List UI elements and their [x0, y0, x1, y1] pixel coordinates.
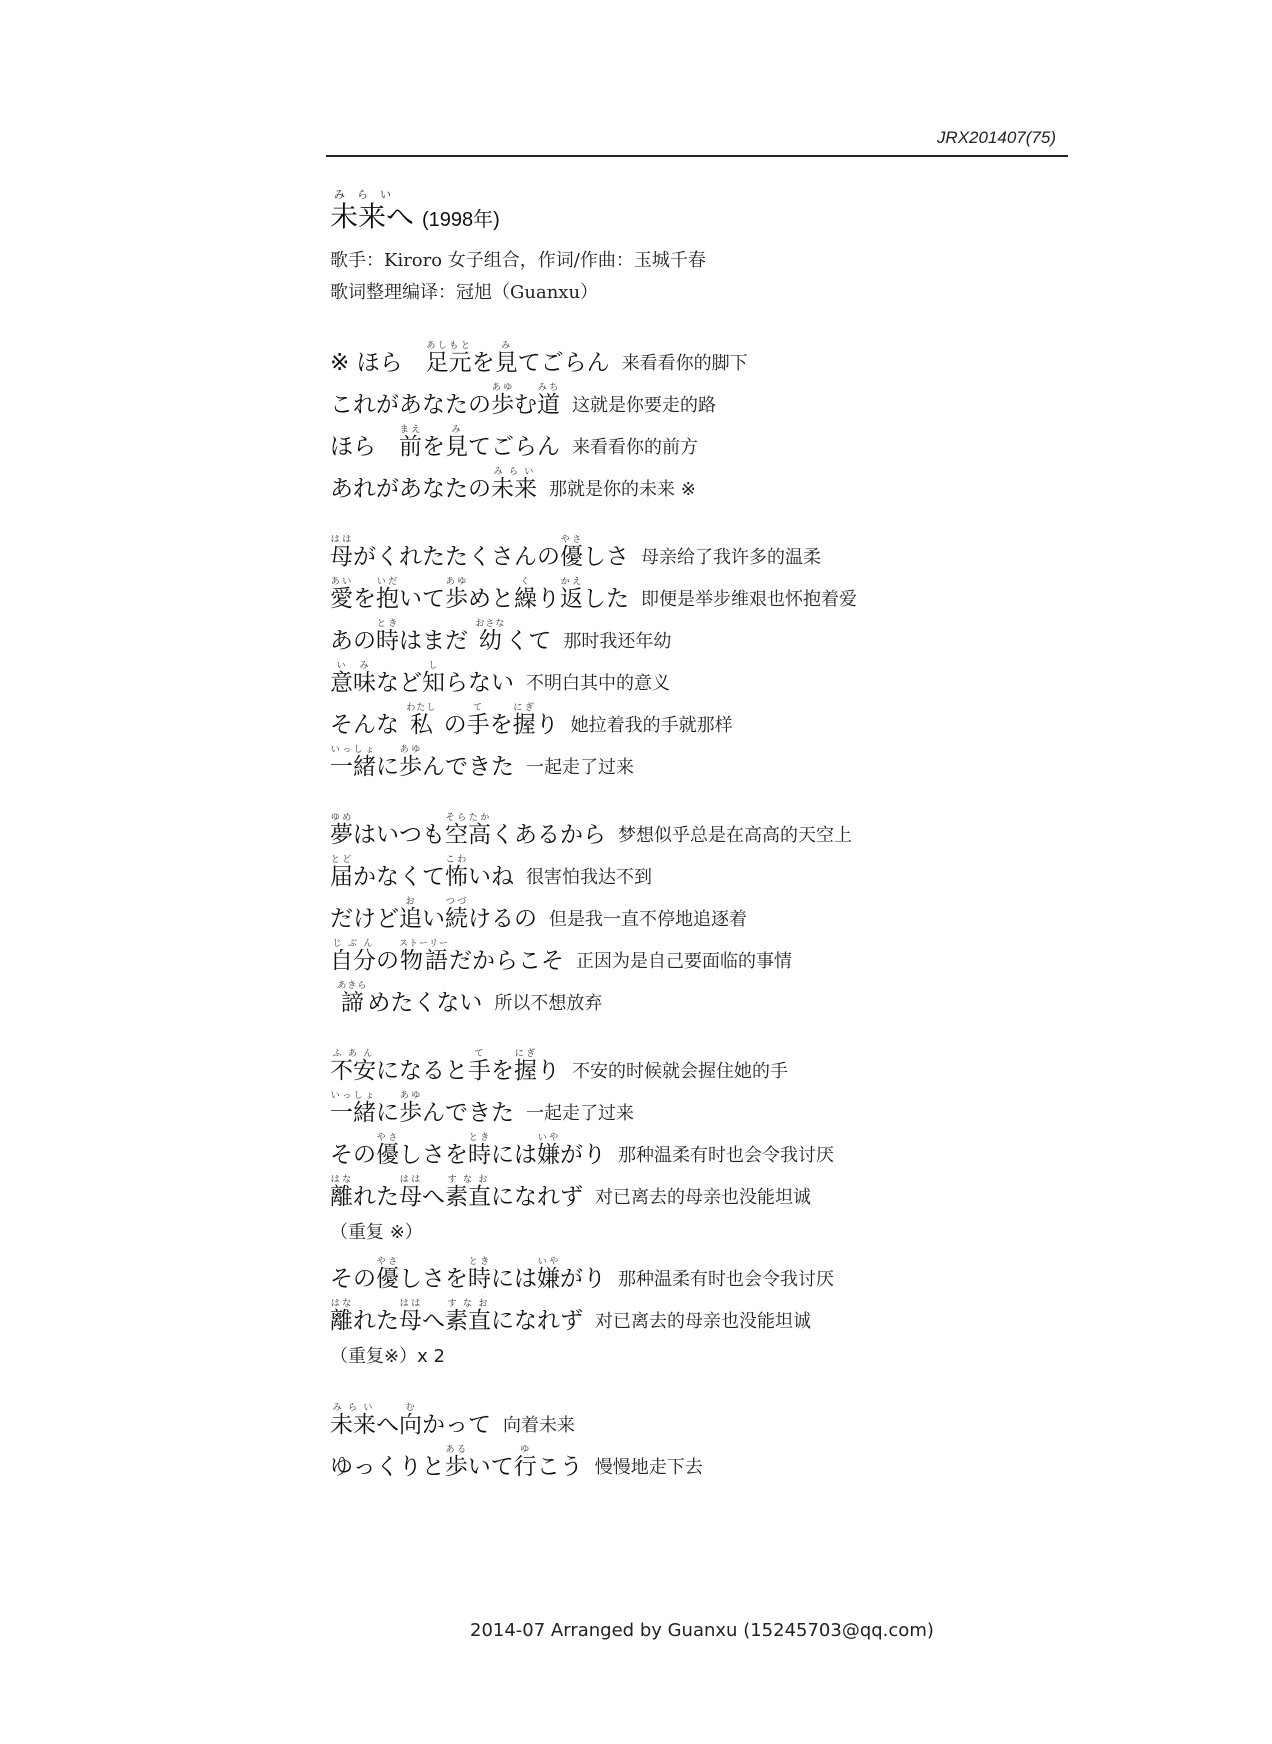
kana-text: の: [436, 712, 467, 738]
kana-text: む: [514, 392, 537, 418]
chinese-translation: 那种温柔有时也会令我讨厌: [618, 1145, 834, 1166]
chinese-translation: 她拉着我的手就那样: [570, 715, 733, 736]
chinese-translation: 不明白其中的意义: [526, 673, 670, 694]
furigana: く: [514, 577, 537, 587]
kana-text: しさを: [399, 1142, 468, 1168]
kana-text: り: [537, 1058, 560, 1084]
lyric-line: [330, 1439, 1090, 1481]
lyric-line: [330, 613, 1090, 655]
kanji-with-furigana: 繰く: [514, 577, 537, 612]
kanji-with-furigana: 素直すなお: [445, 1175, 491, 1210]
kana-text: [330, 989, 337, 1017]
chinese-translation: 那就是你的未来 ※: [549, 479, 696, 500]
furigana: いっしょ: [330, 1091, 376, 1101]
furigana: かえ: [560, 577, 583, 587]
furigana: ゆ: [513, 1445, 537, 1455]
japanese-lyric: [330, 703, 559, 739]
furigana: とど: [330, 855, 353, 865]
lyric-line: [330, 849, 1090, 891]
kanji-with-furigana: 手て: [468, 1049, 491, 1084]
header-rule: [326, 155, 1068, 157]
furigana: いや: [537, 1133, 560, 1143]
kanji-with-furigana: 握にぎ: [512, 703, 536, 738]
japanese-lyric: [330, 1175, 583, 1211]
kanji-with-furigana: 離はな: [330, 1175, 353, 1210]
kana-text: くあるから: [491, 822, 606, 848]
song-title: 未来へ: [330, 200, 415, 233]
kana-text: しさ: [583, 544, 629, 570]
furigana: おさな: [475, 619, 506, 629]
chinese-translation: 梦想似乎总是在高高的天空上: [618, 825, 852, 846]
song-title-row: [330, 200, 1090, 237]
lyric-line: [330, 529, 1090, 571]
japanese-lyric: [330, 813, 606, 849]
kanji-with-furigana: 母はは: [330, 535, 353, 570]
furigana: あゆ: [399, 745, 422, 755]
furigana: やさ: [376, 1257, 399, 1267]
chinese-translation: 即便是举步维艰也怀抱着爱: [641, 589, 857, 610]
kana-text: を: [489, 712, 513, 738]
chinese-translation: 那时我还年幼: [563, 631, 672, 652]
kanji-with-furigana: 私わたし: [406, 703, 437, 738]
kanji-with-furigana: 母はは: [399, 1299, 422, 1334]
furigana: む: [399, 1403, 422, 1413]
lyric-line: [330, 697, 1090, 739]
stanza: [330, 335, 1090, 503]
kanji-with-furigana: 返かえ: [560, 577, 583, 612]
kana-text: その: [330, 1142, 376, 1168]
furigana: わたし: [406, 703, 437, 713]
japanese-lyric: [330, 745, 514, 781]
lyric-line: [330, 571, 1090, 613]
document-code: JRX201407(75): [936, 128, 1056, 147]
furigana: いっしょ: [330, 745, 376, 755]
kana-text: てごらん: [468, 434, 560, 460]
furigana: みち: [537, 383, 560, 393]
arranger-line: 歌词整理编译：冠旭（Guanxu）: [330, 282, 599, 303]
furigana: み: [494, 341, 518, 351]
kana-text: いて: [467, 1454, 514, 1480]
kana-text: がり: [560, 1142, 606, 1168]
furigana: みらい: [330, 1403, 376, 1413]
kana-text: へ: [376, 1412, 399, 1438]
kana-text: へ: [422, 1184, 445, 1210]
kanji-with-furigana: 母はは: [399, 1175, 422, 1210]
kana-text: になれず: [491, 1184, 583, 1210]
kana-text: かって: [422, 1412, 491, 1438]
kana-text: いて: [399, 586, 445, 612]
furigana: お: [399, 897, 422, 907]
kanji-with-furigana: 行ゆ: [513, 1445, 537, 1480]
kana-text: めと: [468, 586, 514, 612]
kana-text: を: [353, 586, 376, 612]
kana-text: した: [583, 586, 629, 612]
lyric-line: [330, 1085, 1090, 1127]
japanese-lyric: [330, 619, 551, 655]
lyric-line: [330, 1397, 1090, 1439]
lyric-line: [330, 807, 1090, 849]
kanji-with-furigana: 未来みらい: [491, 467, 537, 502]
kana-text: へ: [422, 1308, 445, 1334]
kanji-with-furigana: 歩ある: [444, 1445, 468, 1480]
furigana: そらたか: [445, 813, 491, 823]
kana-text: になると: [376, 1058, 468, 1084]
kana-text: がくれたたくさんの: [353, 544, 560, 570]
lyric-line: [330, 933, 1090, 975]
kana-text: には: [491, 1266, 537, 1292]
kanji-with-furigana: 時とき: [376, 619, 399, 654]
japanese-lyric: [330, 1049, 560, 1085]
furigana: あゆ: [445, 577, 468, 587]
kanji-with-furigana: 手て: [466, 703, 490, 738]
furigana: にぎ: [514, 1049, 537, 1059]
furigana: ある: [444, 1445, 468, 1455]
kanji-with-furigana: 見み: [494, 341, 518, 376]
kanji-with-furigana: 時とき: [468, 1133, 491, 1168]
furigana: ストーリー: [399, 939, 450, 949]
furigana: みらい: [491, 467, 537, 477]
kanji-with-furigana: 怖こわ: [445, 855, 468, 890]
kana-text: これがあなたの: [330, 392, 491, 418]
furigana: はは: [399, 1175, 422, 1185]
furigana: いや: [537, 1257, 560, 1267]
furigana: まえ: [399, 425, 422, 435]
kana-text: かなくて: [353, 864, 445, 890]
kana-text: など: [376, 670, 422, 696]
kana-text: り: [537, 586, 560, 612]
chinese-translation: 向着未来: [503, 1415, 575, 1436]
song-year: (1998年): [422, 209, 500, 231]
kana-text: を: [471, 350, 495, 376]
kana-text: はいつも: [353, 822, 445, 848]
japanese-lyric: [330, 1091, 514, 1127]
kanji-with-furigana: 道みち: [537, 383, 560, 418]
kanji-with-furigana: 愛あい: [330, 577, 353, 612]
lyric-line: [330, 975, 1090, 1017]
japanese-lyric: [330, 1403, 491, 1439]
kana-text: んできた: [422, 754, 514, 780]
kana-text: めたくない: [367, 990, 483, 1016]
kana-text: あれがあなたの: [330, 476, 491, 502]
kanji-with-furigana: 優やさ: [560, 535, 583, 570]
chinese-translation: 来看看你的脚下: [621, 353, 748, 374]
japanese-lyric: [330, 1133, 606, 1169]
kanji-with-furigana: 時とき: [468, 1257, 491, 1292]
kanji-with-furigana: 知し: [422, 661, 445, 696]
lyric-line: [330, 1043, 1090, 1085]
kanji-with-furigana: 足元あしもと: [425, 341, 472, 376]
furigana: すなお: [445, 1175, 491, 1185]
lyrics-stanzas: [330, 335, 1090, 1481]
furigana: あゆ: [399, 1091, 422, 1101]
kanji-with-furigana: 自分じぶん: [330, 939, 376, 974]
kana-text: に: [376, 754, 399, 780]
kana-text: の: [376, 948, 399, 974]
japanese-lyric: [330, 1299, 583, 1335]
kanji-with-furigana: 歩あゆ: [399, 745, 422, 780]
japanese-lyric: [330, 425, 560, 461]
kana-text: れた: [353, 1184, 399, 1210]
kanji-with-furigana: 意味いみ: [330, 661, 376, 696]
kanji-with-furigana: 不安ふあん: [330, 1049, 376, 1084]
chinese-translation: 所以不想放弃: [494, 993, 603, 1014]
japanese-lyric: [330, 939, 564, 975]
kana-text: には: [491, 1142, 537, 1168]
kana-text: はまだ: [399, 628, 476, 654]
furigana: とき: [376, 619, 399, 629]
chinese-translation: 那种温柔有时也会令我讨厌: [618, 1269, 834, 1290]
furigana: はな: [330, 1175, 353, 1185]
furigana: はは: [399, 1299, 422, 1309]
kanji-with-furigana: 見み: [445, 425, 468, 460]
furigana: とき: [468, 1257, 491, 1267]
lyric-line: [330, 461, 1090, 503]
kanji-with-furigana: 幼おさな: [475, 619, 506, 654]
title-furigana: みらい: [334, 188, 403, 201]
kana-text: だからこそ: [449, 948, 565, 974]
kana-text: れた: [353, 1308, 399, 1334]
kanji-with-furigana: 前まえ: [399, 425, 422, 460]
kana-text: がり: [560, 1266, 606, 1292]
kana-text: あの: [330, 628, 376, 654]
kana-text: その: [330, 1266, 376, 1292]
chinese-translation: 母亲给了我许多的温柔: [641, 547, 821, 568]
kana-text: んできた: [422, 1100, 514, 1126]
kanji-with-furigana: 離はな: [330, 1299, 353, 1334]
kanji-with-furigana: 向む: [399, 1403, 422, 1438]
stanza: [330, 1397, 1090, 1481]
japanese-lyric: [330, 535, 629, 571]
repeat-note: （重复 ※）: [330, 1222, 423, 1243]
stanza: [330, 1043, 1090, 1247]
chinese-translation: 正因为是自己要面临的事情: [576, 951, 793, 972]
furigana: いみ: [330, 661, 376, 671]
furigana: て: [466, 703, 490, 713]
furigana: じぶん: [330, 939, 376, 949]
furigana: いだ: [376, 577, 399, 587]
kanji-with-furigana: 夢ゆめ: [330, 813, 353, 848]
kanji-with-furigana: 一緒いっしょ: [330, 745, 376, 780]
footer-credit: 2014-07 Arranged by Guanxu (15245703@qq.com): [470, 1620, 934, 1641]
lyric-line: [330, 1293, 1090, 1335]
kanji-with-furigana: 歩あゆ: [445, 577, 468, 612]
furigana: こわ: [445, 855, 468, 865]
kana-text: に: [376, 1100, 399, 1126]
furigana: にぎ: [512, 703, 536, 713]
japanese-lyric: [330, 661, 514, 697]
chinese-translation: 来看看你的前方: [572, 437, 698, 458]
chinese-translation: 一起走了过来: [526, 1103, 634, 1124]
kanji-with-furigana: 未来みらい: [330, 1403, 376, 1438]
kanji-with-furigana: 素直すなお: [445, 1299, 491, 1334]
furigana: やさ: [376, 1133, 399, 1143]
kana-text: ※ ほら: [330, 350, 426, 376]
kana-text: い: [422, 906, 445, 932]
kana-text: こう: [536, 1454, 583, 1480]
kanji-with-furigana: 歩あゆ: [491, 383, 514, 418]
chinese-translation: 对已离去的母亲也没能坦诚: [595, 1187, 811, 1208]
lyric-line: [330, 891, 1090, 933]
kana-text: そんな: [330, 712, 407, 738]
furigana: み: [445, 425, 468, 435]
kana-text: を: [422, 434, 445, 460]
lyric-line: [330, 377, 1090, 419]
kana-text: けるの: [468, 906, 537, 932]
kana-text: だけど: [330, 906, 399, 932]
kanji-with-furigana: 歩あゆ: [399, 1091, 422, 1126]
kanji-with-furigana: 物語ストーリー: [399, 939, 450, 974]
kanji-with-furigana: 優やさ: [376, 1133, 399, 1168]
kanji-with-furigana: 嫌いや: [537, 1133, 560, 1168]
kanji-with-furigana: 追お: [399, 897, 422, 932]
japanese-lyric: [330, 897, 537, 933]
japanese-lyric: [330, 1257, 606, 1293]
singer-line: 歌手：Kiroro 女子组合，作词/作曲：玉城千春: [330, 250, 706, 271]
kana-text: ほら: [330, 434, 399, 460]
kanji-with-furigana: 諦あきら: [337, 981, 368, 1016]
chinese-translation: 一起走了过来: [526, 757, 634, 778]
kanji-with-furigana: 続つづ: [445, 897, 468, 932]
stanza: [330, 1251, 1090, 1371]
lyric-line: [330, 335, 1090, 377]
furigana: し: [422, 661, 445, 671]
stanza: [330, 807, 1090, 1017]
chinese-translation: 很害怕我达不到: [526, 867, 652, 888]
kana-text: り: [535, 712, 559, 738]
kanji-with-furigana: 握にぎ: [514, 1049, 537, 1084]
lyric-line: [330, 1127, 1090, 1169]
repeat-note: （重复※）x 2: [330, 1346, 445, 1367]
furigana: て: [468, 1049, 491, 1059]
furigana: あい: [330, 577, 353, 587]
kanji-with-furigana: 抱いだ: [376, 577, 399, 612]
japanese-lyric: [330, 981, 482, 1017]
kanji-with-furigana: 嫌いや: [537, 1257, 560, 1292]
chinese-translation: 这就是你要走的路: [572, 395, 716, 416]
kanji-with-furigana: 一緒いっしょ: [330, 1091, 376, 1126]
japanese-lyric: [330, 467, 537, 503]
japanese-lyric: [330, 383, 560, 419]
chinese-translation: 但是我一直不停地追逐着: [549, 909, 747, 930]
kana-text: てごらん: [517, 350, 610, 376]
japanese-lyric: [330, 341, 610, 377]
kana-text: しさを: [399, 1266, 468, 1292]
kana-text: になれず: [491, 1308, 583, 1334]
lyric-line: [330, 1169, 1090, 1211]
furigana: はな: [330, 1299, 353, 1309]
furigana: とき: [468, 1133, 491, 1143]
kana-text: いね: [468, 864, 514, 890]
kana-text: くて: [505, 628, 552, 654]
kana-text: ゆっくりと: [330, 1454, 445, 1480]
lyric-line: [330, 655, 1090, 697]
furigana: ゆめ: [330, 813, 353, 823]
kana-text: を: [491, 1058, 514, 1084]
lyric-line: [330, 1251, 1090, 1293]
furigana: やさ: [560, 535, 583, 545]
chinese-translation: 对已离去的母亲也没能坦诚: [595, 1311, 811, 1332]
kanji-with-furigana: 空高そらたか: [445, 813, 491, 848]
furigana: あきら: [337, 981, 368, 991]
lyric-line: [330, 419, 1090, 461]
chinese-translation: 慢慢地走下去: [594, 1457, 703, 1478]
furigana: すなお: [445, 1299, 491, 1309]
lyrics-page: [330, 186, 1090, 1481]
japanese-lyric: [330, 1445, 583, 1481]
kana-text: らない: [445, 670, 514, 696]
kanji-with-furigana: 優やさ: [376, 1257, 399, 1292]
furigana: つづ: [445, 897, 468, 907]
kanji-with-furigana: 届とど: [330, 855, 353, 890]
japanese-lyric: [330, 855, 514, 891]
lyric-line: [330, 739, 1090, 781]
furigana: はは: [330, 535, 353, 545]
japanese-lyric: [330, 577, 629, 613]
furigana: あしもと: [425, 341, 472, 351]
furigana: ふあん: [330, 1049, 376, 1059]
chinese-translation: 不安的时候就会握住她的手: [572, 1061, 788, 1082]
furigana: あゆ: [491, 383, 514, 393]
stanza: [330, 529, 1090, 781]
